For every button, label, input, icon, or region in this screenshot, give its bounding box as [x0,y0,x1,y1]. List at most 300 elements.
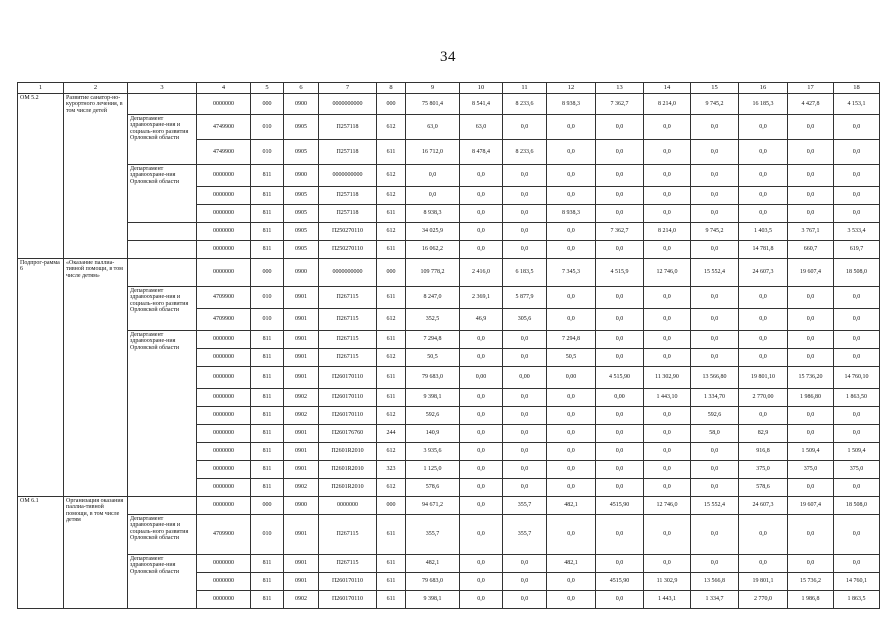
table-cell: 0900 [284,165,319,187]
table-cell: 0,0 [644,443,691,461]
table-cell: 0,0 [739,331,788,349]
table-cell: 0,0 [596,407,644,425]
table-cell: 0901 [284,309,319,331]
table-cell: 0,0 [460,573,503,591]
table-cell: 7 345,3 [547,259,596,287]
table-cell: 4709900 [197,287,251,309]
table-cell: 0,0 [644,165,691,187]
table-cell: 18 508,0 [834,259,880,287]
table-cell: 811 [251,165,284,187]
executor-name: Департамент здравоохране-ния Орловской области [128,555,197,609]
table-cell: 916,8 [739,443,788,461]
table-cell: 4 515,90 [596,367,644,389]
table-cell: 611 [377,140,406,165]
table-cell: 109 778,2 [406,259,460,287]
table-cell: 0,0 [788,515,834,555]
table-cell: П257118 [319,205,377,223]
table-cell: 7 362,7 [596,94,644,115]
table-cell: 0,0 [739,165,788,187]
table-cell: 0000000 [197,349,251,367]
column-header: 15 [691,83,739,94]
table-cell: 0,0 [596,515,644,555]
table-cell: 0,0 [460,425,503,443]
table-cell: 16 712,0 [406,140,460,165]
column-header: 14 [644,83,691,94]
table-cell: 1 863,50 [834,389,880,407]
measure-name: «Оказание паллиа-тивной помощи, в том числе детям» [64,259,128,497]
table-cell: 0,0 [834,407,880,425]
table-cell: 611 [377,389,406,407]
table-cell: 0,0 [834,349,880,367]
table-cell: 0000000000 [319,259,377,287]
table-cell: 0000000 [197,591,251,609]
table-cell: 0,0 [460,205,503,223]
executor-cell [128,497,197,515]
table-cell: 24 607,3 [739,259,788,287]
table-row [18,555,880,573]
table-cell: 0,0 [691,309,739,331]
table-cell: 0,0 [503,425,547,443]
table-cell: 811 [251,443,284,461]
table-cell: 0,0 [834,115,880,140]
executor-name: Департамент здравоохране-ния Орловской области [128,165,197,223]
table-cell: 9 745,2 [691,94,739,115]
executor-cell [128,241,197,259]
table-cell: 0,0 [547,241,596,259]
table-cell: 0,0 [503,165,547,187]
table-cell: 0,0 [788,425,834,443]
table-cell: 0,0 [547,479,596,497]
table-cell: 0,0 [644,407,691,425]
table-cell: 0000000 [197,425,251,443]
table-cell: 811 [251,555,284,573]
table-cell: 375,0 [788,461,834,479]
table-cell: 0000000 [197,407,251,425]
table-cell: 000 [251,497,284,515]
table-cell: 305,6 [503,309,547,331]
table-cell: 0,0 [503,555,547,573]
table-cell: 0,0 [788,331,834,349]
executor-name: Департамент здравоохране-ния Орловской области [128,331,197,497]
column-header: 13 [596,83,644,94]
table-cell: 0000000 [197,389,251,407]
table-cell: 0,0 [644,309,691,331]
table-cell: 0,0 [691,205,739,223]
table-cell: 3 935,6 [406,443,460,461]
table-cell: 0,0 [834,515,880,555]
executor-name: Департамент здравоохране-ния и социаль-ного развития Орловской области [128,115,197,165]
column-header: 6 [284,83,319,94]
column-header: 2 [64,83,128,94]
table-cell: 375,0 [834,461,880,479]
table-cell: 16 185,3 [739,94,788,115]
measure-name: Организация оказания паллиа-тивной помощи, в том числе детям [64,497,128,609]
table-cell: 0000000 [197,331,251,349]
table-cell: 1 986,80 [788,389,834,407]
table-cell: 0,0 [788,407,834,425]
table-cell: 010 [251,115,284,140]
table-cell: 0,0 [834,287,880,309]
table-cell: 811 [251,331,284,349]
column-header: 4 [197,83,251,94]
table-cell: 15 552,4 [691,497,739,515]
table-cell: П267115 [319,309,377,331]
table-cell: П260170110 [319,591,377,609]
table-cell: 0901 [284,461,319,479]
table-cell: П260170110 [319,407,377,425]
table-cell: 2 770,0 [739,591,788,609]
table-cell: 0,0 [503,573,547,591]
table-cell: 352,5 [406,309,460,331]
table-cell: П260176760 [319,425,377,443]
table-cell: 8 233,6 [503,140,547,165]
table-cell: 0,0 [547,425,596,443]
table-cell: 0,0 [788,309,834,331]
column-header: 7 [319,83,377,94]
table-cell: 811 [251,591,284,609]
table-cell: 612 [377,187,406,205]
table-cell: 0,0 [596,425,644,443]
table-cell: 0902 [284,479,319,497]
table-cell: 0901 [284,555,319,573]
table-cell: 0,0 [644,140,691,165]
table-cell: 0000000000 [319,165,377,187]
header-row [18,83,880,94]
table-cell: 611 [377,555,406,573]
table-cell: 0,0 [547,187,596,205]
table-cell: 0,0 [788,349,834,367]
table-cell: 355,7 [503,515,547,555]
table-cell: 0,0 [788,479,834,497]
table-cell: 811 [251,573,284,591]
table-cell: 1 443,1 [644,591,691,609]
table-cell: 811 [251,205,284,223]
table-cell: 12 746,0 [644,497,691,515]
table-row [18,331,880,349]
table-cell: 355,7 [406,515,460,555]
table-cell: 0,0 [596,309,644,331]
table-cell: 2 369,1 [460,287,503,309]
table-cell: 0900 [284,94,319,115]
table-cell: 0,0 [460,349,503,367]
table-cell: 0,0 [547,407,596,425]
table-cell: 1 334,70 [691,389,739,407]
table-cell: П260170110 [319,573,377,591]
table-cell: 611 [377,367,406,389]
table-cell: 0,0 [739,205,788,223]
table-cell: 2 416,0 [460,259,503,287]
table-cell: 0,0 [460,461,503,479]
table-cell: 000 [377,259,406,287]
table-cell: 7 362,7 [596,223,644,241]
table-cell: 010 [251,309,284,331]
column-header: 11 [503,83,547,94]
column-header: 1 [18,83,64,94]
table-cell: 15 552,4 [691,259,739,287]
table-cell: 0,00 [547,367,596,389]
table-cell: 0,0 [547,287,596,309]
table-cell: 0,0 [547,389,596,407]
table-cell: 611 [377,331,406,349]
column-header: 18 [834,83,880,94]
table-cell: 0,0 [547,223,596,241]
table-cell: 0,0 [834,165,880,187]
table-cell: 1 334,7 [691,591,739,609]
table-cell: 0,0 [644,515,691,555]
column-header: 17 [788,83,834,94]
table-cell: 4709900 [197,515,251,555]
page-number: 34 [440,49,456,65]
table-row [18,223,880,241]
column-header: 12 [547,83,596,94]
table-cell: 811 [251,479,284,497]
table-cell: 0,0 [834,140,880,165]
table-cell: 482,1 [547,555,596,573]
table-cell: 4709900 [197,309,251,331]
table-cell: 611 [377,591,406,609]
table-cell: 0,0 [644,205,691,223]
table-cell: 0,0 [406,165,460,187]
table-cell: 7 294,8 [547,331,596,349]
table-row [18,94,880,115]
table-cell: 0,0 [596,479,644,497]
table-cell: 0,0 [596,591,644,609]
table-cell: 612 [377,223,406,241]
table-cell: 4749900 [197,115,251,140]
table-cell: 611 [377,287,406,309]
table-cell: 0,0 [644,115,691,140]
table-cell: 0901 [284,331,319,349]
measure-code: ОМ 6.1 [18,497,64,609]
column-header: 16 [739,83,788,94]
table-cell: П260170110 [319,389,377,407]
table-cell: 11 302,9 [644,573,691,591]
table-cell: 611 [377,515,406,555]
executor-name: Департамент здравоохране-ния и социаль-ного развития Орловской области [128,287,197,331]
table-cell: 0,0 [503,407,547,425]
table-cell: 000 [377,497,406,515]
table-cell: 811 [251,389,284,407]
table-cell: 8 233,6 [503,94,547,115]
table-cell: 6 183,5 [503,259,547,287]
table-cell: 0,0 [503,389,547,407]
table-cell: 0,0 [547,573,596,591]
table-cell: 811 [251,349,284,367]
table-cell: 14 760,10 [834,367,880,389]
table-cell: 0901 [284,287,319,309]
table-cell: 14 760,1 [834,573,880,591]
table-cell: 19 801,1 [739,573,788,591]
measure-name: Развитие санатор-но-курортного лечения, в том числе детей [64,94,128,259]
table-cell: 1 509,4 [834,443,880,461]
table-cell: 0,0 [691,555,739,573]
table-cell: 0905 [284,205,319,223]
table-cell: 82,9 [739,425,788,443]
table-cell: 0,0 [547,461,596,479]
executor-cell [128,223,197,241]
table-cell: 0,0 [739,287,788,309]
table-cell: 0,0 [788,115,834,140]
table-cell: 0,0 [503,461,547,479]
table-cell: 4515,90 [596,573,644,591]
table-cell: П2601R2010 [319,479,377,497]
table-cell: 0902 [284,407,319,425]
table-cell: 0000000 [197,573,251,591]
table-cell: 0902 [284,389,319,407]
table-cell: 0,00 [460,367,503,389]
table-cell: 4749900 [197,140,251,165]
table-cell: 16 062,2 [406,241,460,259]
table-cell: 612 [377,309,406,331]
table-cell: 0,00 [596,389,644,407]
table-cell: 0,0 [503,349,547,367]
table-cell: 0000000 [197,165,251,187]
table-cell: П267115 [319,349,377,367]
table-cell: 1 863,5 [834,591,880,609]
table-cell: 0901 [284,515,319,555]
table-cell: 244 [377,425,406,443]
table-cell: 0905 [284,241,319,259]
table-cell: 0,0 [460,407,503,425]
table-cell: 0000000 [197,259,251,287]
table-cell: 0900 [284,497,319,515]
table-cell: 0,0 [596,165,644,187]
table-row [18,287,880,309]
table-cell: 8 541,4 [460,94,503,115]
table-cell: 612 [377,407,406,425]
table-cell: 34 025,9 [406,223,460,241]
table-row [18,115,880,140]
table-cell: 0,0 [460,331,503,349]
table-cell: 58,0 [691,425,739,443]
table-cell: 0,0 [460,187,503,205]
table-cell: 0,0 [644,241,691,259]
table-cell: 482,1 [406,555,460,573]
table-cell: 2 770,00 [739,389,788,407]
table-cell: 578,6 [739,479,788,497]
table-cell: 0901 [284,443,319,461]
table-cell: 0,0 [596,115,644,140]
table-cell: П257118 [319,115,377,140]
table-cell: 0905 [284,187,319,205]
table-cell: 0,0 [739,140,788,165]
column-header: 10 [460,83,503,94]
table-cell: 0,0 [503,443,547,461]
table-cell: 010 [251,515,284,555]
table-cell: 0,0 [547,515,596,555]
table-cell: 612 [377,479,406,497]
table-cell: 8 214,0 [644,223,691,241]
table-cell: 811 [251,223,284,241]
table-cell: 482,1 [547,497,596,515]
table-cell: 9 398,1 [406,591,460,609]
table-cell: 0,0 [644,349,691,367]
table-cell: 0,0 [739,407,788,425]
table-cell: 0,0 [788,287,834,309]
table-cell: 3 767,1 [788,223,834,241]
table-cell: 50,5 [547,349,596,367]
table-cell: 14 781,8 [739,241,788,259]
table-cell: 0,0 [739,349,788,367]
table-cell: 0901 [284,367,319,389]
table-cell: 611 [377,573,406,591]
table-cell: 0000000 [197,241,251,259]
table-cell: 5 877,9 [503,287,547,309]
table-cell: 0,0 [691,187,739,205]
table-cell: 50,5 [406,349,460,367]
table-cell: 0,0 [644,187,691,205]
table-cell: 18 508,0 [834,497,880,515]
table-cell: 0,0 [460,479,503,497]
table-cell: П267115 [319,555,377,573]
column-header: 5 [251,83,284,94]
column-header: 8 [377,83,406,94]
table-cell: 0900 [284,259,319,287]
table-cell: 0000000 [197,497,251,515]
table-cell: 0000000 [197,555,251,573]
table-cell: 0,0 [596,461,644,479]
table-cell: 0,0 [644,555,691,573]
table-cell: 0,0 [691,140,739,165]
table-cell: 1 403,5 [739,223,788,241]
table-cell: 4 153,1 [834,94,880,115]
table-cell: 619,7 [834,241,880,259]
table-cell: 592,6 [691,407,739,425]
table-cell: П250270110 [319,241,377,259]
table-cell: 1 986,8 [788,591,834,609]
table-cell: 0,0 [834,555,880,573]
table-row [18,165,880,187]
table-cell: 19 607,4 [788,497,834,515]
table-cell: 0,0 [460,223,503,241]
table-cell: 592,6 [406,407,460,425]
table-cell: 12 746,0 [644,259,691,287]
table-cell: 8 938,3 [547,205,596,223]
table-cell: 15 736,2 [788,573,834,591]
table-cell: 15 736,20 [788,367,834,389]
table-cell: 0,0 [691,515,739,555]
table-cell: 0,0 [596,349,644,367]
table-cell: 0,0 [691,349,739,367]
table-cell: 0,0 [691,331,739,349]
table-cell: 0,0 [691,287,739,309]
table-cell: 75 801,4 [406,94,460,115]
table-cell: 9 398,1 [406,389,460,407]
table-cell: 4 427,8 [788,94,834,115]
table-cell: 010 [251,140,284,165]
table-cell: 0,00 [503,367,547,389]
table-cell: 0,0 [788,187,834,205]
table-cell: 0,0 [547,443,596,461]
table-cell: 0,0 [691,241,739,259]
table-cell: 1 125,0 [406,461,460,479]
table-cell: 611 [377,241,406,259]
table-cell: 323 [377,461,406,479]
table-cell: 0902 [284,591,319,609]
table-cell: 0,0 [547,165,596,187]
table-cell: 0,0 [834,205,880,223]
table-cell: 0,0 [503,115,547,140]
table-cell: 811 [251,241,284,259]
table-cell: 355,7 [503,497,547,515]
table-cell: 0,0 [547,115,596,140]
table-cell: 612 [377,165,406,187]
table-cell: 0,0 [547,591,596,609]
table-cell: 0,0 [739,115,788,140]
table-cell: 63,0 [406,115,460,140]
table-cell: 0,0 [691,443,739,461]
table-cell: 578,6 [406,479,460,497]
